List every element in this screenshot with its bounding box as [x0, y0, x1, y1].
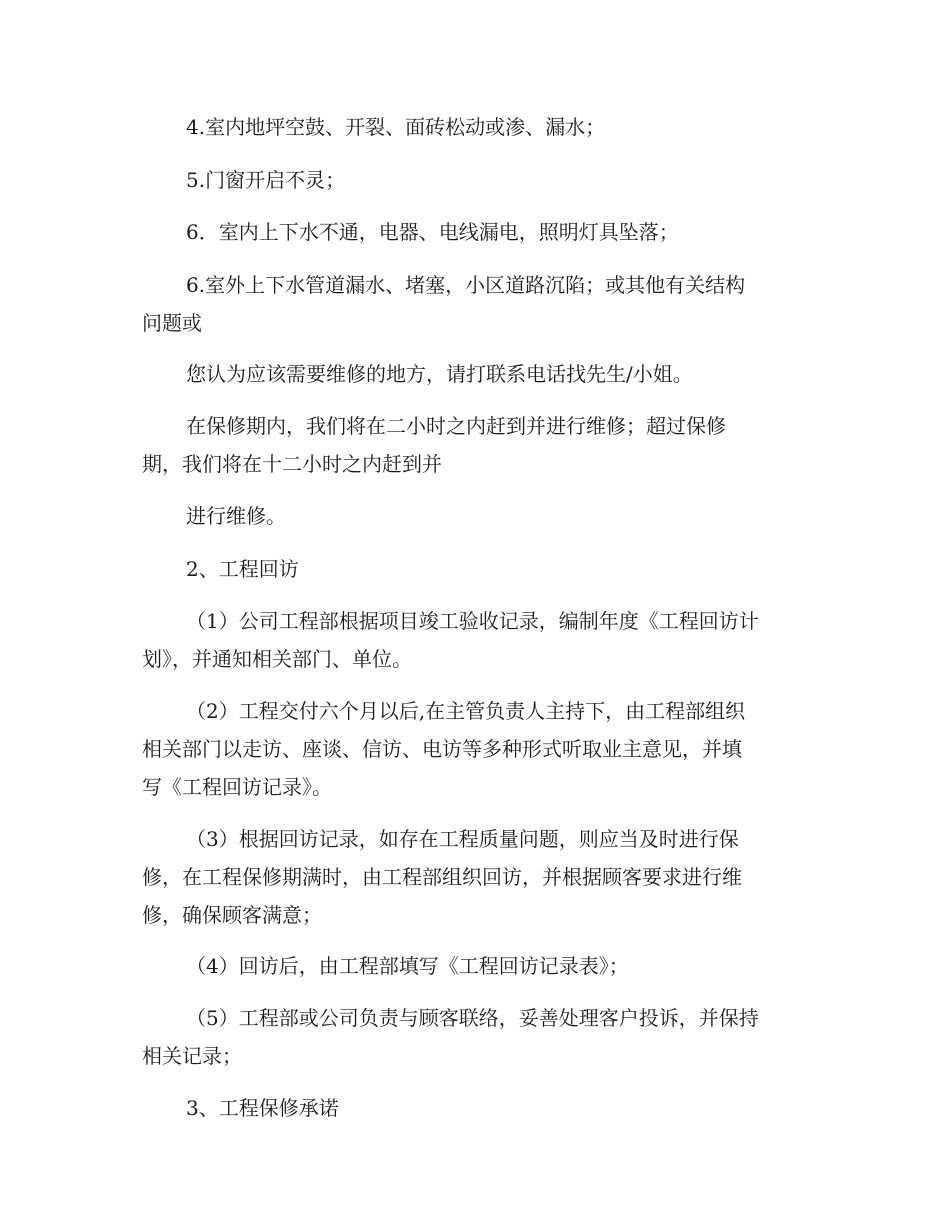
paragraph-visit-3	[142, 820, 810, 934]
text-line: 进行维修。	[186, 504, 286, 528]
paragraph-visit-2	[142, 692, 810, 806]
text-line: 2、工程回访	[186, 557, 299, 581]
paragraph-response-time	[142, 407, 810, 483]
paragraph-defect-4	[142, 108, 810, 146]
paragraph-visit-5	[142, 999, 810, 1075]
paragraph-visit-4	[142, 947, 810, 985]
text-line: （4）回访后，由工程部填写《工程回访记录表》；	[186, 954, 629, 978]
text-line: 相关部门以走访、座谈、信访、电访等多种形式听取业主意见，并填	[142, 737, 742, 761]
text-line: 3、工程保修承诺	[186, 1096, 339, 1120]
text-line: 您认为应该需要维修的地方，请打联系电话找先生/小姐。	[186, 362, 693, 386]
paragraph-defect-6a	[142, 213, 810, 251]
paragraph-defect-6b	[142, 266, 810, 342]
text-line: 修，在工程保修期满时，由工程部组织回访，并根据顾客要求进行维	[142, 865, 742, 889]
text-line: 5.门窗开启不灵；	[186, 168, 346, 192]
text-line: 问题或	[142, 311, 202, 335]
paragraph-contact	[142, 355, 810, 393]
section-heading-3	[142, 1089, 810, 1127]
paragraph-visit-1	[142, 602, 810, 678]
text-line: 划》，并通知相关部门、单位。	[142, 647, 412, 671]
text-line: （3）根据回访记录，如存在工程质量问题，则应当及时进行保	[186, 827, 739, 851]
paragraph-repair	[142, 497, 810, 535]
text-line: 期，我们将在十二小时之内赶到并	[142, 452, 442, 476]
text-line: 在保修期内，我们将在二小时之内赶到并进行维修；超过保修	[186, 414, 726, 438]
text-line: （2）工程交付六个月以后,在主管负责人主持下，由工程部组织	[186, 699, 746, 723]
text-line: 6．室内上下水不通，电器、电线漏电，照明灯具坠落；	[186, 220, 679, 244]
text-line: 6.室外上下水管道漏水、堵塞，小区道路沉陷；或其他有关结构	[186, 273, 746, 297]
section-heading-2	[142, 550, 810, 588]
text-line: 写《工程回访记录》。	[142, 775, 332, 799]
text-line: 相关记录；	[142, 1044, 242, 1068]
text-line: （1）公司工程部根据项目竣工验收记录，编制年度《工程回访计	[186, 609, 759, 633]
paragraph-defect-5	[142, 161, 810, 199]
text-line: （5）工程部或公司负责与顾客联络，妥善处理客户投诉，并保持	[186, 1006, 759, 1030]
text-line: 修，确保顾客满意；	[142, 903, 322, 927]
text-line: 4.室内地坪空鼓、开裂、面砖松动或渗、漏水；	[186, 115, 606, 139]
